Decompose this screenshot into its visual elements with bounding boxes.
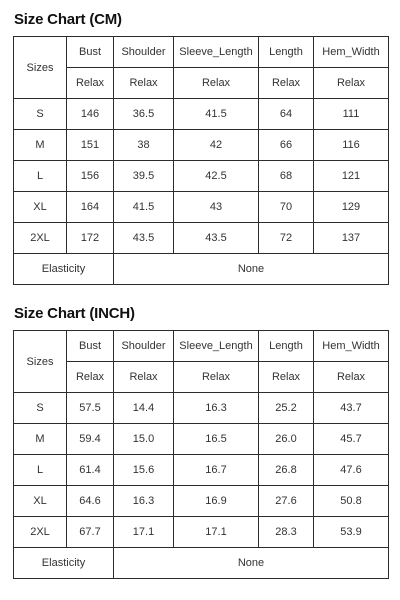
size-label: L — [14, 455, 67, 486]
column-header-length: Length — [259, 331, 314, 362]
table-cell: 14.4 — [114, 393, 174, 424]
elasticity-value: None — [114, 254, 389, 285]
size-label: L — [14, 161, 67, 192]
elasticity-value: None — [114, 548, 389, 579]
table-cell: 68 — [259, 161, 314, 192]
elasticity-row — [14, 548, 389, 579]
table-cell: 66 — [259, 130, 314, 161]
column-header-sleeve-length: Sleeve_Length — [174, 37, 259, 68]
size-label: S — [14, 99, 67, 130]
size-label: M — [14, 130, 67, 161]
size-chart-cm-title: Size Chart (CM) — [14, 11, 122, 28]
table-cell: 25.2 — [259, 393, 314, 424]
table-cell: 26.0 — [259, 424, 314, 455]
table-cell: 137 — [314, 223, 389, 254]
table-cell: 61.4 — [67, 455, 114, 486]
table-cell: 146 — [67, 99, 114, 130]
fit-cell: Relax — [259, 362, 314, 393]
fit-cell: Relax — [314, 362, 389, 393]
table-cell: 27.6 — [259, 486, 314, 517]
table-cell: 129 — [314, 192, 389, 223]
table-row — [14, 161, 389, 192]
table-row — [14, 192, 389, 223]
table-row — [14, 99, 389, 130]
table-cell: 16.7 — [174, 455, 259, 486]
fit-cell: Relax — [174, 362, 259, 393]
table-cell: 43.5 — [114, 223, 174, 254]
table-cell: 72 — [259, 223, 314, 254]
table-cell: 28.3 — [259, 517, 314, 548]
table-cell: 43 — [174, 192, 259, 223]
size-chart-inch-section — [13, 300, 388, 579]
table-cell: 15.0 — [114, 424, 174, 455]
table-cell: 45.7 — [314, 424, 389, 455]
table-cell: 41.5 — [174, 99, 259, 130]
column-header-shoulder: Shoulder — [114, 37, 174, 68]
size-label: M — [14, 424, 67, 455]
column-header-sleeve-length: Sleeve_Length — [174, 331, 259, 362]
table-cell: 15.6 — [114, 455, 174, 486]
size-label: XL — [14, 486, 67, 517]
table-cell: 39.5 — [114, 161, 174, 192]
table-cell: 64 — [259, 99, 314, 130]
fit-cell: Relax — [314, 68, 389, 99]
fit-cell: Relax — [67, 362, 114, 393]
column-header-shoulder: Shoulder — [114, 331, 174, 362]
table-cell: 121 — [314, 161, 389, 192]
sizes-header: Sizes — [14, 331, 67, 393]
fit-row — [14, 362, 389, 393]
table-cell: 47.6 — [314, 455, 389, 486]
fit-cell: Relax — [174, 68, 259, 99]
table-cell: 172 — [67, 223, 114, 254]
fit-cell: Relax — [259, 68, 314, 99]
table-cell: 38 — [114, 130, 174, 161]
table-cell: 42.5 — [174, 161, 259, 192]
table-row — [14, 424, 389, 455]
table-cell: 53.9 — [314, 517, 389, 548]
table-cell: 16.3 — [174, 393, 259, 424]
table-cell: 43.5 — [174, 223, 259, 254]
table-row — [14, 455, 389, 486]
size-label: XL — [14, 192, 67, 223]
table-cell: 59.4 — [67, 424, 114, 455]
table-row — [14, 130, 389, 161]
column-header-hem-width: Hem_Width — [314, 37, 389, 68]
size-chart-cm-section — [13, 6, 388, 285]
table-cell: 70 — [259, 192, 314, 223]
table-cell: 36.5 — [114, 99, 174, 130]
table-cell: 16.3 — [114, 486, 174, 517]
size-chart-cm-table — [13, 36, 389, 285]
table-cell: 151 — [67, 130, 114, 161]
table-row — [14, 486, 389, 517]
table-cell: 67.7 — [67, 517, 114, 548]
elasticity-label: Elasticity — [14, 254, 114, 285]
table-cell: 111 — [314, 99, 389, 130]
fit-cell: Relax — [67, 68, 114, 99]
fit-cell: Relax — [114, 68, 174, 99]
table-cell: 57.5 — [67, 393, 114, 424]
table-cell: 17.1 — [174, 517, 259, 548]
fit-cell: Relax — [114, 362, 174, 393]
size-label: S — [14, 393, 67, 424]
column-header-bust: Bust — [67, 37, 114, 68]
size-chart-inch-title: Size Chart (INCH) — [14, 305, 135, 322]
size-label: 2XL — [14, 223, 67, 254]
table-row — [14, 393, 389, 424]
table-header-row — [14, 37, 389, 68]
table-cell: 164 — [67, 192, 114, 223]
table-cell: 64.6 — [67, 486, 114, 517]
table-cell: 16.9 — [174, 486, 259, 517]
table-cell: 17.1 — [114, 517, 174, 548]
table-cell: 26.8 — [259, 455, 314, 486]
column-header-hem-width: Hem_Width — [314, 331, 389, 362]
elasticity-label: Elasticity — [14, 548, 114, 579]
elasticity-row — [14, 254, 389, 285]
sizes-header: Sizes — [14, 37, 67, 99]
fit-row — [14, 68, 389, 99]
column-header-length: Length — [259, 37, 314, 68]
table-row — [14, 517, 389, 548]
table-cell: 42 — [174, 130, 259, 161]
table-cell: 50.8 — [314, 486, 389, 517]
table-cell: 41.5 — [114, 192, 174, 223]
table-cell: 16.5 — [174, 424, 259, 455]
table-cell: 156 — [67, 161, 114, 192]
size-chart-inch-table — [13, 330, 389, 579]
size-label: 2XL — [14, 517, 67, 548]
column-header-bust: Bust — [67, 331, 114, 362]
table-cell: 116 — [314, 130, 389, 161]
table-header-row — [14, 331, 389, 362]
table-cell: 43.7 — [314, 393, 389, 424]
table-row — [14, 223, 389, 254]
